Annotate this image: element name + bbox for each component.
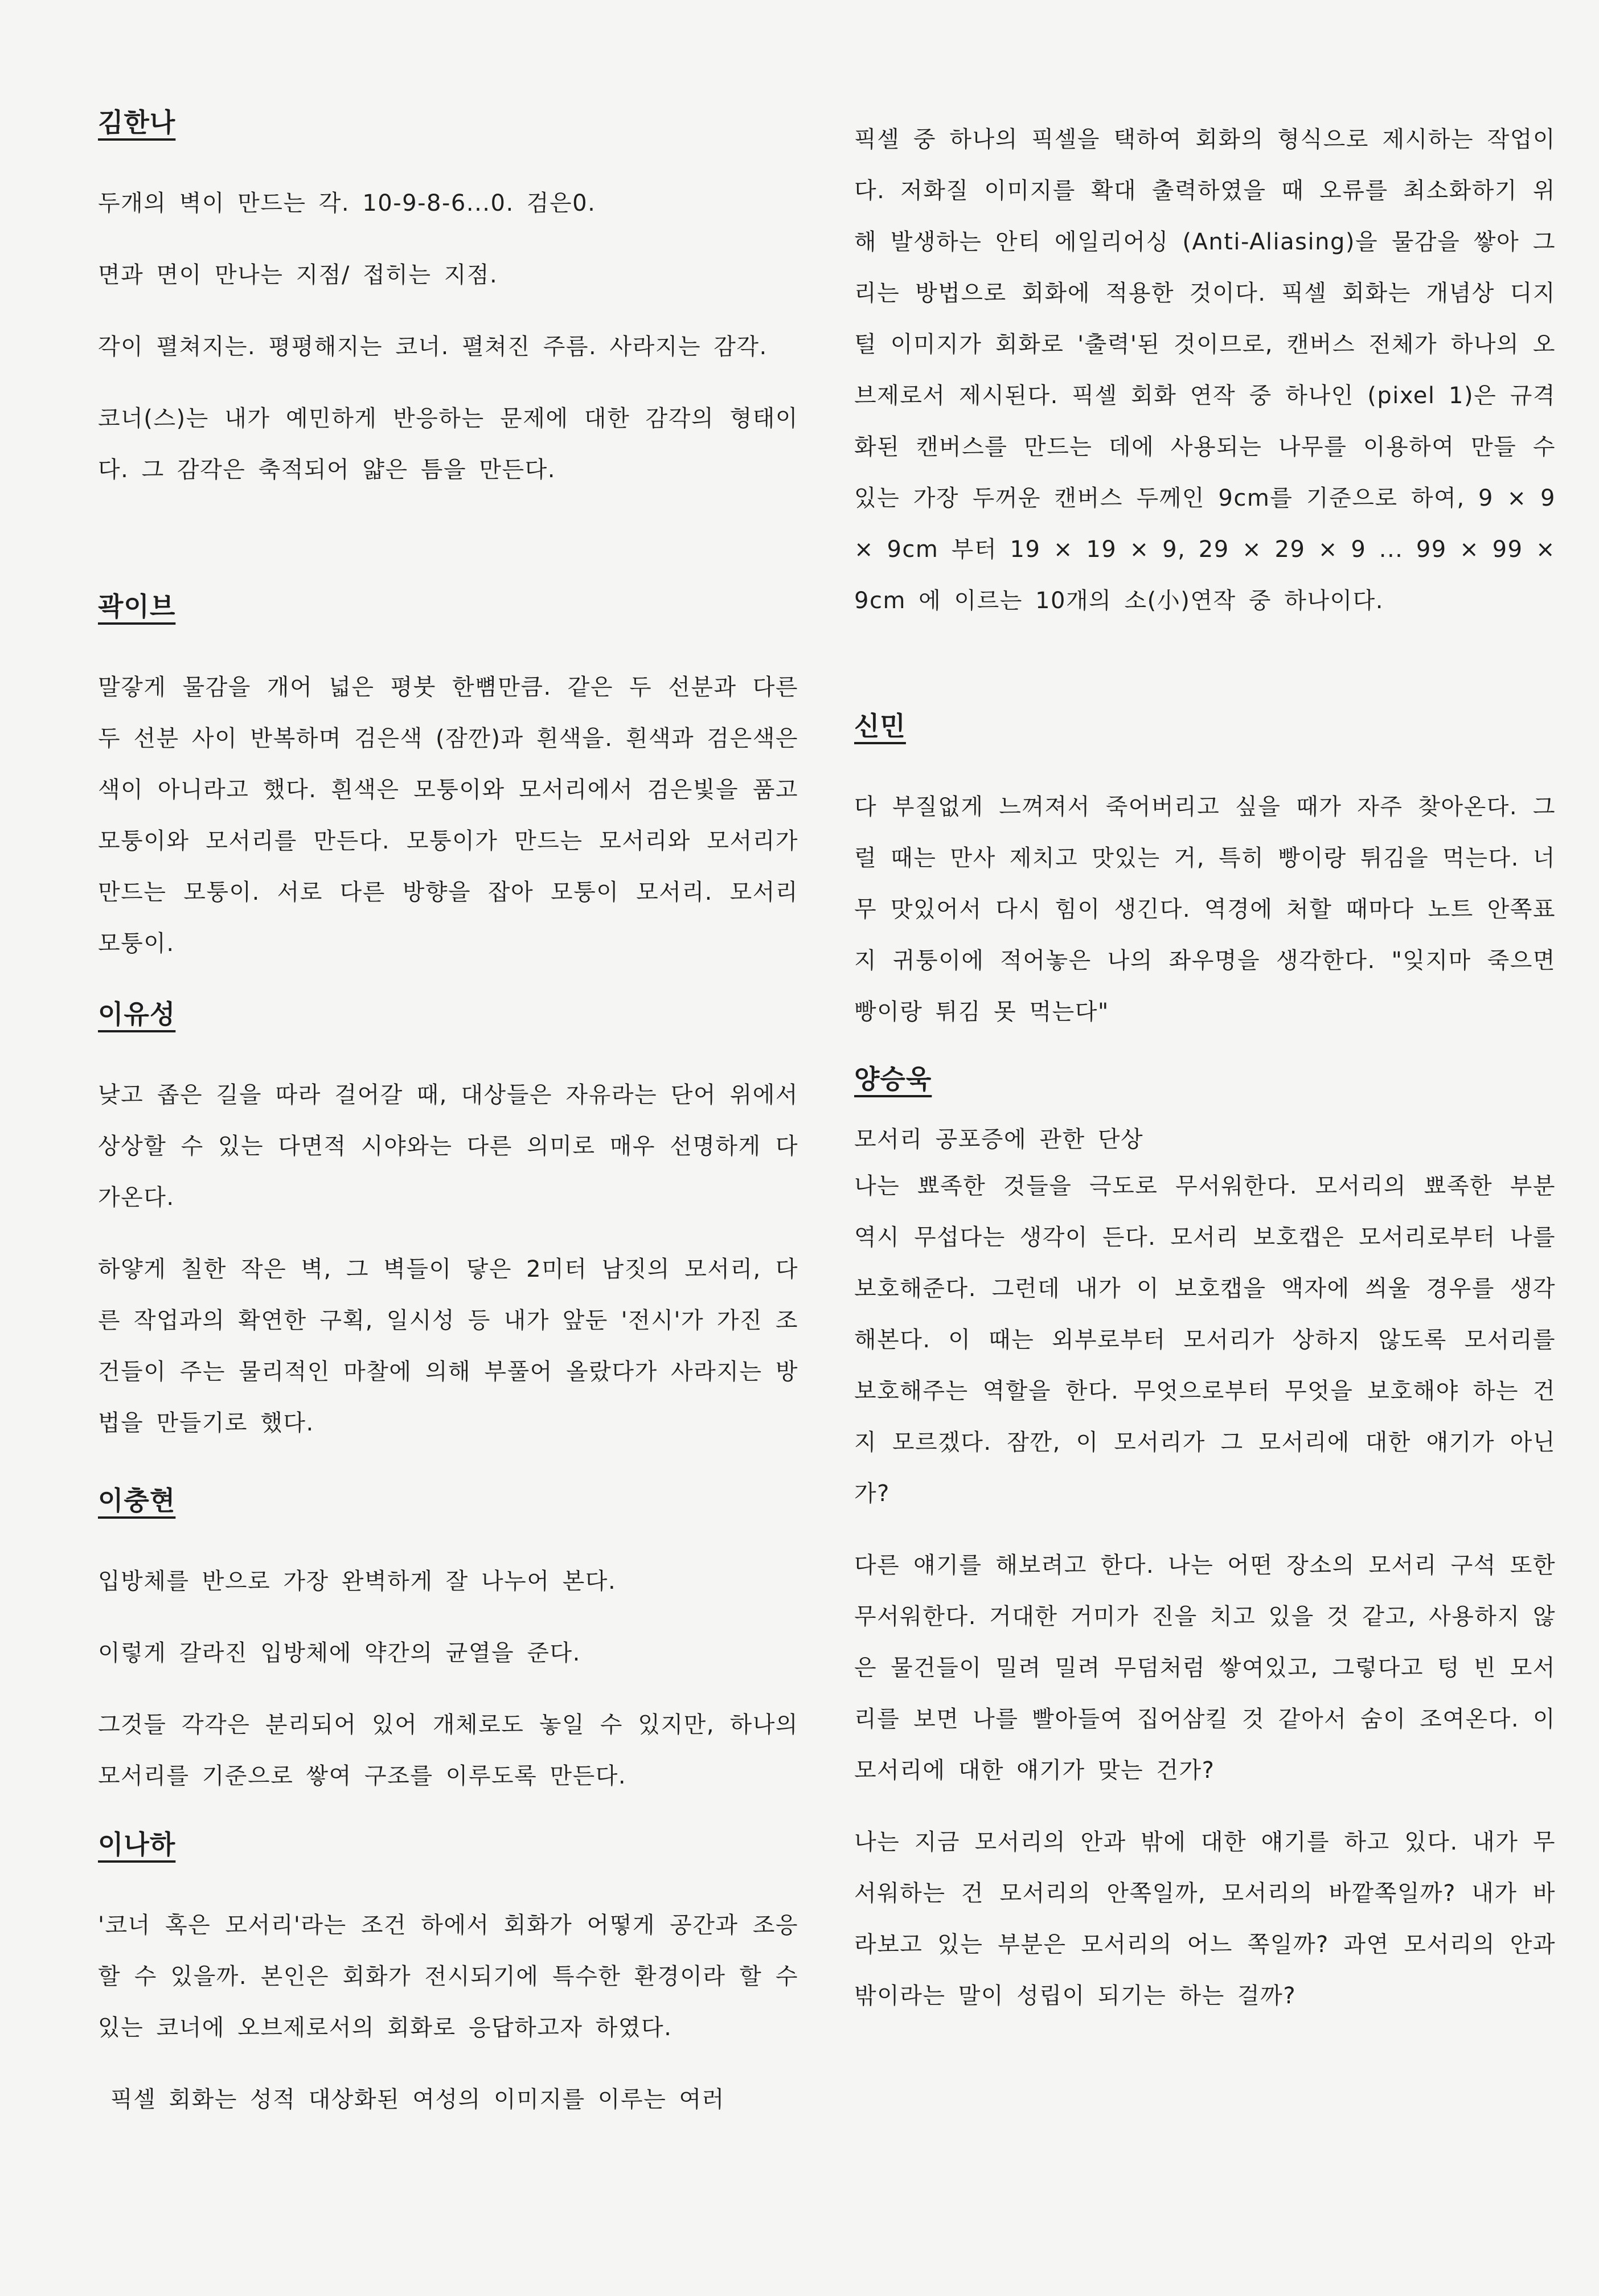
essay-subtitle: 모서리 공포증에 관한 단상 [854, 1126, 1144, 1153]
paragraph: 두개의 벽이 만드는 각. 10-9-8-6...0. 검은0. [98, 190, 596, 216]
artist-name-heading: 이충현 [98, 1485, 176, 1516]
artist-name-heading: 양승욱 [854, 1064, 932, 1094]
paragraph: 나는 지금 모서리의 안과 밖에 대한 얘기를 하고 있다. 내가 무서워하는 건 모서리의 안쪽일까, 모서리의 바깥쪽일까? 내가 바라보고 있는 부분은 모서리의 어느 쪽일까? 과연 모서리의 안과 밖이라는 말이 성립이 되기는 하는 걸까? [854, 1829, 1556, 2009]
continuation-paragraph: 픽셀 중 하나의 픽셀을 택하여 회화의 형식으로 제시하는 작업이다. 저화질 이미지를 확대 출력하였을 때 오류를 최소화하기 위해 발생하는 안티 에일리어싱 (Anti-Aliasing)을 물감을 쌓아 그리는 방법으로 회화에 적용한 것이다. 픽셀 회화는 개념상 디지털 이미지가 회화로 '출력'된 것이므로, 캔버스 전체가 하나의 오브제로서 제시된다. 픽셀 회화 연작 중 하나인 (pixel 1)은 규격화된 캔버스를 만드는 데에 사용되는 나무를 이용하여 만들 수 있는 가장 두꺼운 캔버스 두께인 9cm를 기준으로 하여, 9 × 9 × 9cm 부터 19 × 19 × 9, 29 × 29 × 9 ... 99 × 99 × 9cm 에 이르는 10개의 소(小)연작 중 하나이다. [854, 126, 1556, 614]
section-kwak-eve [98, 593, 798, 990]
section-lee-naha [98, 1831, 798, 2146]
artist-name-heading: 김한나 [98, 107, 176, 138]
section-yang-seunguk [854, 1066, 1556, 2042]
paragraph: 면과 면이 만나는 지점/ 접히는 지점. [98, 262, 498, 288]
artist-name-heading: 이나하 [98, 1829, 176, 1860]
paragraph: 낮고 좁은 길을 따라 걸어갈 때, 대상들은 자유라는 단어 위에서 상상할 수 있는 다면적 시야와는 다른 의미로 매우 선명하게 다가온다. [98, 1082, 798, 1211]
paragraph: 말갛게 물감을 개어 넓은 평붓 한뼘만큼. 같은 두 선분과 다른 두 선분 사이 반복하며 검은색 (잠깐)과 흰색을. 흰색과 검은색은 색이 아니라고 했다. 흰색은 모퉁이와 모서리에서 검은빛을 품고 모퉁이와 모서리를 만든다. 모퉁이가 만드는 모서리와 모서리가 만드는 모퉁이. 서로 다른 방향을 잡아 모퉁이 모서리. 모서리 모퉁이. [98, 674, 798, 957]
section-lee-naha-continued [854, 114, 1556, 647]
section-lee-chunghyun [98, 1487, 798, 1822]
paragraph: 픽셀 회화는 성적 대상화된 여성의 이미지를 이루는 여러 [110, 2086, 725, 2113]
section-shin-min [854, 713, 1556, 1058]
section-kim-hanna [98, 109, 798, 516]
paragraph: 이렇게 갈라진 입방체에 약간의 균열을 준다. [98, 1640, 581, 1666]
paragraph: 각이 펼쳐지는. 평평해지는 코너. 펼쳐진 주름. 사라지는 감각. [98, 334, 768, 360]
section-lee-yuseong [98, 1001, 798, 1469]
paragraph: 하얗게 칠한 작은 벽, 그 벽들이 닿은 2미터 남짓의 모서리, 다른 작업과의 확연한 구획, 일시성 등 내가 앞둔 '전시'가 가진 조건들이 주는 물리적인 마찰에 의해 부풀어 올랐다가 사라지는 방법을 만들기로 했다. [98, 1256, 798, 1436]
paragraph: 입방체를 반으로 가장 완벽하게 잘 나누어 본다. [98, 1568, 617, 1594]
artist-name-heading: 신민 [854, 711, 906, 741]
paragraph: 나는 뾰족한 것들을 극도로 무서워한다. 모서리의 뾰족한 부분 역시 무섭다는 생각이 든다. 모서리 보호캡은 모서리로부터 나를 보호해준다. 그런데 내가 이 보호캡을 액자에 씌울 경우를 생각해본다. 이 때는 외부로부터 모서리가 상하지 않도록 모서리를 보호해주는 역할을 한다. 무엇으로부터 무엇을 보호해야 하는 건지 모르겠다. 잠깐, 이 모서리가 그 모서리에 대한 얘기가 아닌가? [854, 1173, 1556, 1507]
paragraph: '코너 혹은 모서리'라는 조건 하에서 회화가 어떻게 공간과 조응할 수 있을까. 본인은 회화가 전시되기에 특수한 환경이라 할 수 있는 코너에 오브제로서의 회화로 응답하고자 하였다. [98, 1912, 798, 2041]
paragraph: 그것들 각각은 분리되어 있어 개체로도 놓일 수 있지만, 하나의 모서리를 기준으로 쌓여 구조를 이루도록 만든다. [98, 1712, 798, 1789]
paragraph: 다른 얘기를 해보려고 한다. 나는 어떤 장소의 모서리 구석 또한 무서워한다. 거대한 거미가 진을 치고 있을 것 같고, 사용하지 않은 물건들이 밀려 밀려 무덤처럼 쌓여있고, 그렇다고 텅 빈 모서리를 보면 나를 빨아들여 집어삼킬 것 같아서 숨이 조여온다. 이 모서리에 대한 얘기가 맞는 건가? [854, 1552, 1556, 1784]
paragraph: 다 부질없게 느껴져서 죽어버리고 싶을 때가 자주 찾아온다. 그럴 때는 만사 제치고 맛있는 거, 특히 빵이랑 튀김을 먹는다. 너무 맛있어서 다시 힘이 생긴다. 역경에 처할 때마다 노트 안쪽표지 귀퉁이에 적어놓은 나의 좌우명을 생각한다. "잊지마 죽으면 빵이랑 튀김 못 먹는다" [854, 794, 1556, 1025]
paragraph: 코너(스)는 내가 예민하게 반응하는 문제에 대한 감각의 형태이다. 그 감각은 축적되어 얇은 틈을 만든다. [98, 405, 798, 483]
artist-name-heading: 이유성 [98, 999, 176, 1030]
artist-name-heading: 곽이브 [98, 591, 176, 622]
